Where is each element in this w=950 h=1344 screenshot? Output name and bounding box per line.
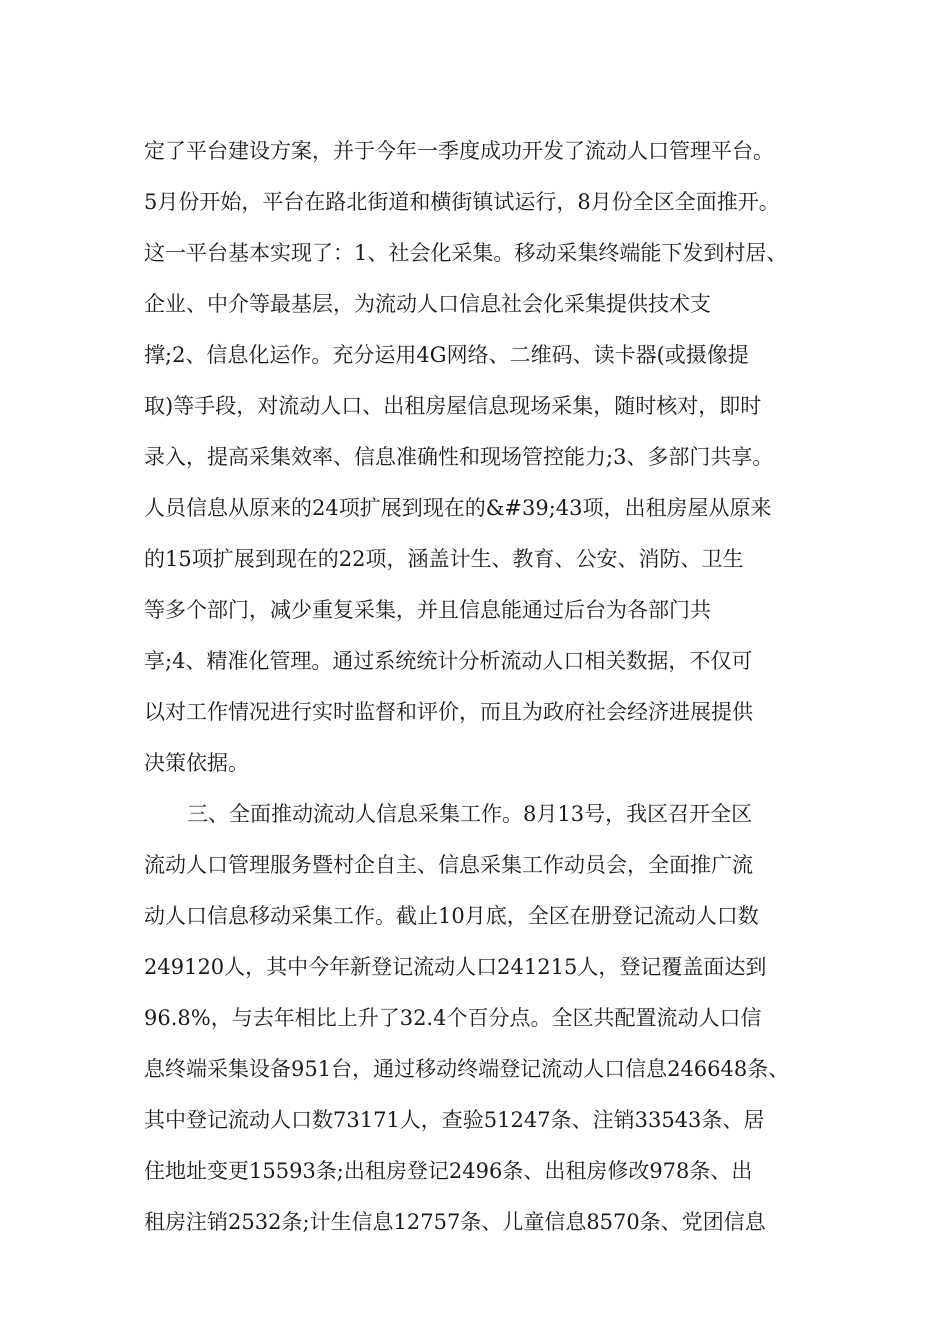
text-line-13: 决策依据。 [144,751,249,775]
text-line-4: 企业、中介等最基层，为流动人口信息社会化采集提供技术支 [144,292,711,316]
text-line-17: 249120人，其中今年新登记流动人口241215人，登记覆盖面达到 [144,955,767,979]
text-line-19: 息终端采集设备951台，通过移动终端登记流动人口信息246648条、 [144,1057,790,1081]
text-line-16: 动人口信息移动采集工作。截止10月底，全区在册登记流动人口数 [144,904,759,928]
text-line-2: 5月份开始，平台在路北街道和横街镇试运行，8月份全区全面推开。 [144,190,780,214]
text-line-12: 以对工作情况进行实时监督和评价，而且为政府社会经济进展提供 [144,700,753,724]
text-line-10: 等多个部门，减少重复采集，并且信息能通过后台为各部门共 [144,598,711,622]
text-line-18: 96.8%，与去年相比上升了32.4个百分点。全区共配置流动人口信 [144,1006,762,1030]
text-line-1: 定了平台建设方案，并于今年一季度成功开发了流动人口管理平台。 [144,139,774,163]
text-line-7: 录入，提高采集效率、信息准确性和现场管控能力;3、多部门共享。 [144,445,774,469]
text-line-6: 取)等手段，对流动人口、出租房屋信息现场采集，随时核对，即时 [144,394,762,418]
text-line-21: 住地址变更15593条;出租房登记2496条、出租房修改978条、出 [144,1159,753,1183]
text-line-9: 的15项扩展到现在的22项，涵盖计生、教育、公安、消防、卫生 [144,547,744,571]
text-line-8: 人员信息从原来的24项扩展到现在的&#39;43项，出租房屋从原来 [144,496,772,520]
text-line-20: 其中登记流动人口数73171人，查验51247条、注销33543条、居 [144,1108,765,1132]
text-line-22: 租房注销2532条;计生信息12757条、儿童信息8570条、党团信息 [144,1210,766,1234]
text-line-3: 这一平台基本实现了：1、社会化采集。移动采集终端能下发到村居、 [144,241,788,265]
text-line-14: 三、全面推动流动人信息采集工作。8月13号，我区召开全区 [187,802,753,826]
text-line-11: 享;4、精准化管理。通过系统统计分析流动人口相关数据，不仅可 [144,649,753,673]
text-line-5: 撑;2、信息化运作。充分运用4G网络、二维码、读卡器(或摄像提 [144,343,749,367]
text-line-15: 流动人口管理服务暨村企自主、信息采集工作动员会，全面推广流 [144,853,753,877]
